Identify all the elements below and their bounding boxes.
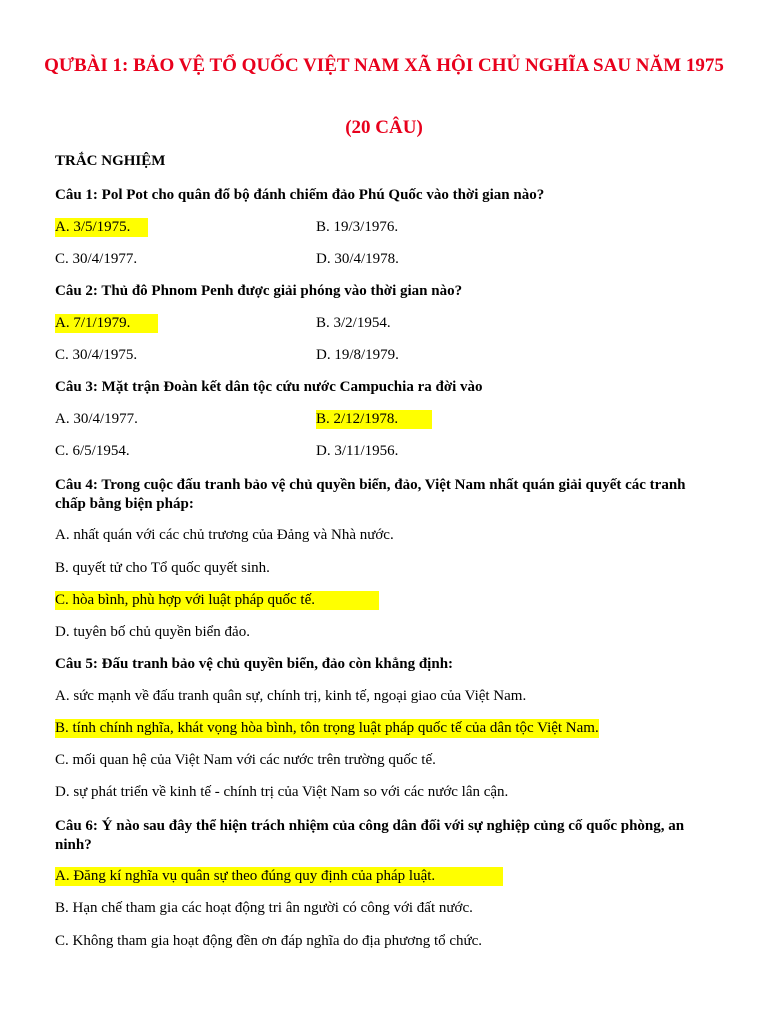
question-4: Câu 4: Trong cuộc đấu tranh bảo vệ chủ quyền biển, đảo, Việt Nam nhất quán giải quyết các tranh chấp bằng biện pháp: [55,477,686,512]
q4-answer-c: C. hòa bình, phù hợp với luật pháp quốc tế. [55,591,379,610]
q4-answer-d: D. tuyên bố chủ quyền biển đảo. [55,624,250,640]
question-2: Câu 2: Thủ đô Phnom Penh được giải phóng vào thời gian nào? [55,283,463,299]
q2-answer-c: C. 30/4/1975. [55,347,138,363]
q5-answer-a: A. sức mạnh về đấu tranh quân sự, chính trị, kinh tế, ngoại giao của Việt Nam. [55,688,527,704]
q5-answer-b: B. tính chính nghĩa, khát vọng hòa bình, tôn trọng luật pháp quốc tế của dân tộc Việt Nam. [55,720,599,736]
q2-answer-a: A. 7/1/1979. [55,314,158,333]
q1-answer-b: B. 19/3/1976. [316,219,399,235]
q1-answer-d: D. 30/4/1978. [316,251,399,267]
page-title: QƯBÀI 1: BẢO VỆ TỔ QUỐC VIỆT NAM XÃ HỘI CHỦ NGHĨA SAU NĂM 1975 [44,55,724,76]
question-5: Câu 5: Đấu tranh bảo vệ chủ quyền biển, đảo còn khẳng định: [55,656,454,672]
q3-answer-b: B. 2/12/1978. [316,410,432,429]
q2-answer-d: D. 19/8/1979. [316,347,399,363]
q3-answer-d: D. 3/11/1956. [316,443,399,459]
q6-answer-a: A. Đăng kí nghĩa vụ quân sự theo đúng quy định của pháp luật. [55,867,503,886]
page-subtitle: (20 CÂU) [345,117,423,138]
question-1: Câu 1: Pol Pot cho quân đổ bộ đánh chiếm đảo Phú Quốc vào thời gian nào? [55,187,545,203]
q5-answer-c: C. mối quan hệ của Việt Nam với các nước trên trường quốc tế. [55,752,436,768]
q6-answer-b: B. Hạn chế tham gia các hoạt động tri ân người có công với đất nước. [55,900,473,916]
q6-answer-c: C. Không tham gia hoạt động đền ơn đáp nghĩa do địa phương tổ chức. [55,933,483,949]
q1-answer-c: C. 30/4/1977. [55,251,138,267]
q5-answer-d: D. sự phát triển về kinh tế - chính trị của Việt Nam so với các nước lân cận. [55,784,509,800]
q3-answer-a: A. 30/4/1977. [55,411,138,427]
q3-answer-c: C. 6/5/1954. [55,443,130,459]
section-heading: TRẮC NGHIỆM [55,153,166,169]
q2-answer-b: B. 3/2/1954. [316,315,391,331]
question-6: Câu 6: Ý nào sau đây thể hiện trách nhiệm của công dân đối với sự nghiệp củng cố quốc phòng, an ninh? [55,818,685,853]
q1-answer-a: A. 3/5/1975. [55,218,148,237]
q4-answer-b: B. quyết tử cho Tổ quốc quyết sinh. [55,560,270,576]
q4-answer-a: A. nhất quán với các chủ trương của Đảng và Nhà nước. [55,527,394,543]
question-3: Câu 3: Mặt trận Đoàn kết dân tộc cứu nước Campuchia ra đời vào [55,379,483,395]
